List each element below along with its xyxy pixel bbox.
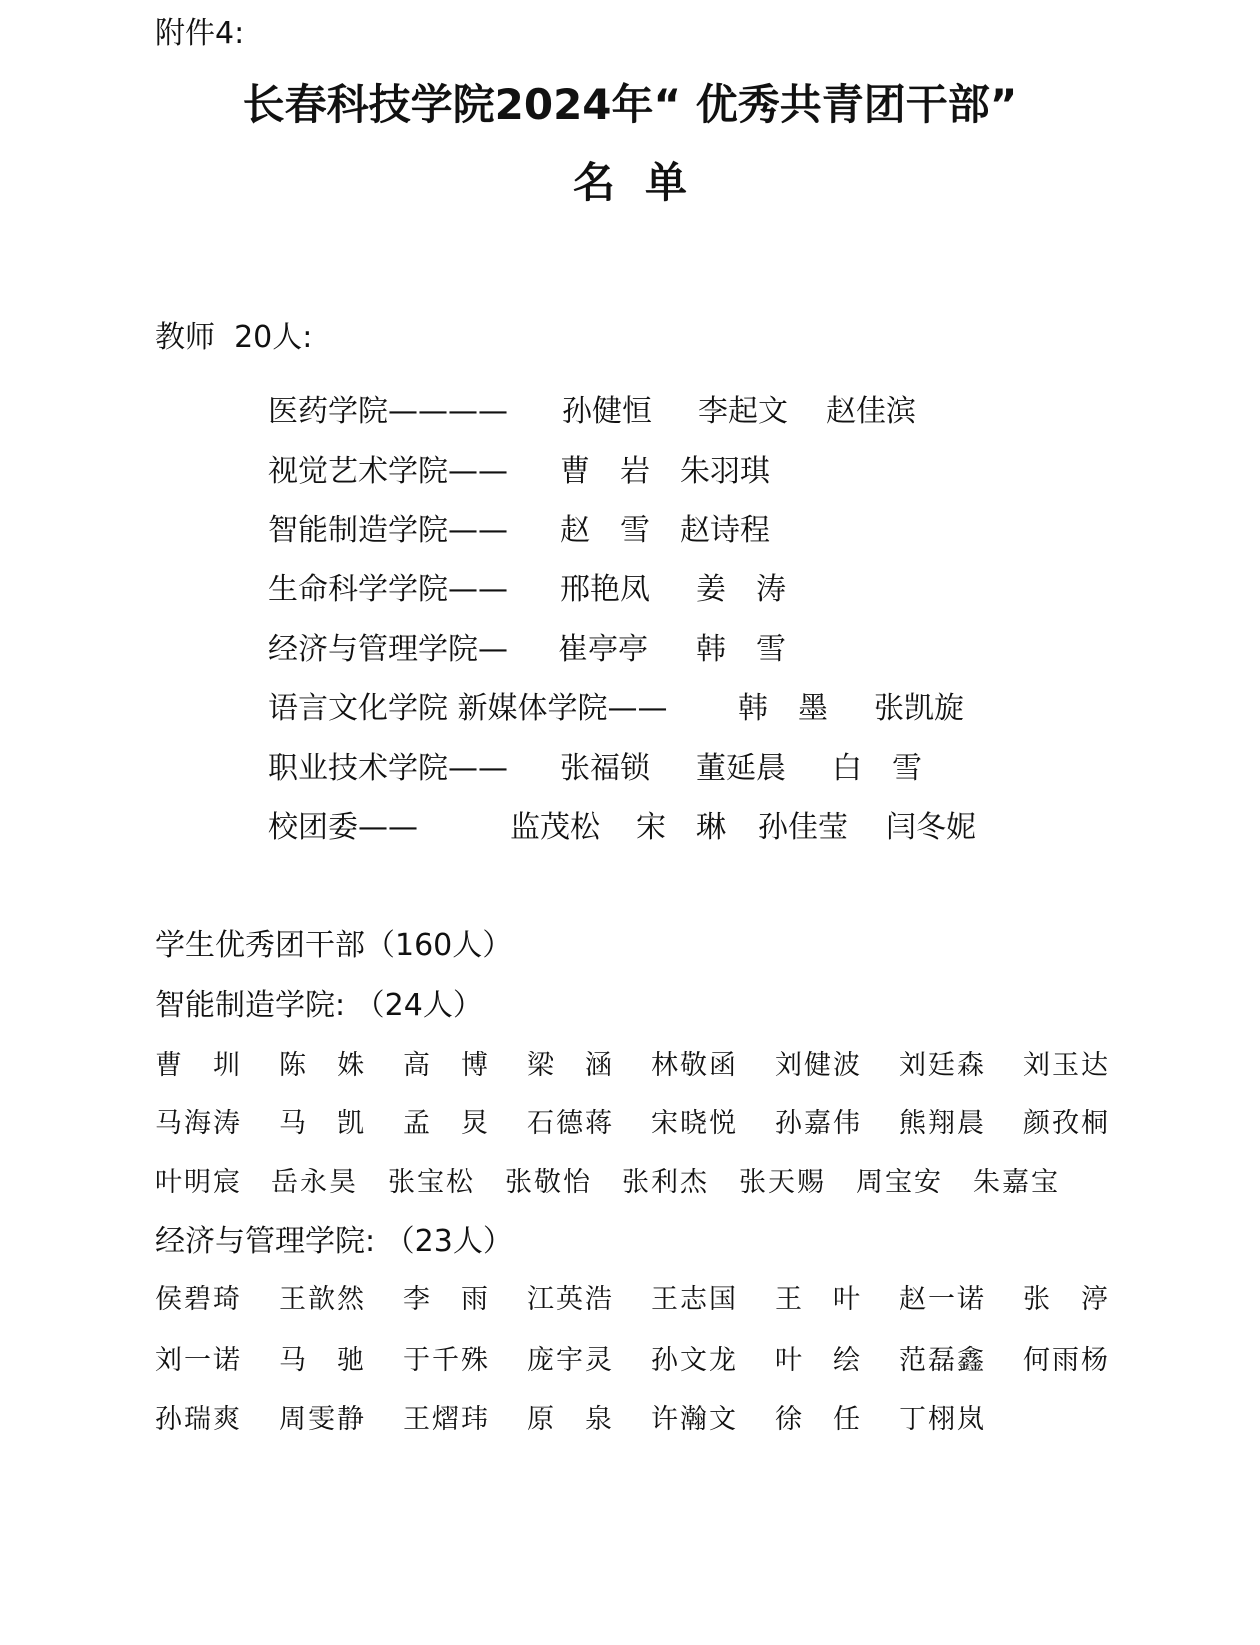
group-heading: 智能制造学院: （24人） <box>155 988 483 1023</box>
student-name: 岳永昊 <box>271 1167 358 1198</box>
teacher-row <box>268 802 976 845</box>
student-name: 王志国 <box>651 1284 738 1315</box>
student-name: 侯碧琦 <box>155 1284 242 1315</box>
teacher-name: 李起文 <box>698 394 788 429</box>
student-row <box>155 1160 1060 1198</box>
dept-label: 经济与管理学院— <box>268 632 508 667</box>
student-name: 孙嘉伟 <box>775 1108 862 1139</box>
group-heading: 经济与管理学院: （23人） <box>155 1224 513 1259</box>
student-name: 林敬函 <box>651 1050 738 1081</box>
teacher-row <box>268 386 916 429</box>
student-name: 石德蒋 <box>527 1108 614 1139</box>
student-name: 刘玉达 <box>1023 1050 1110 1081</box>
student-name: 王 叶 <box>775 1284 862 1315</box>
teacher-name: 赵 雪 <box>560 513 650 548</box>
student-name: 范磊鑫 <box>899 1345 986 1376</box>
attachment-label: 附件4: <box>155 16 245 51</box>
student-row <box>155 1043 1110 1081</box>
teacher-name: 赵佳滨 <box>826 394 916 429</box>
student-name: 张 渟 <box>1023 1284 1110 1315</box>
teacher-name: 孙健恒 <box>562 394 652 429</box>
student-name: 朱嘉宝 <box>973 1167 1060 1198</box>
student-name: 刘廷森 <box>899 1050 986 1081</box>
teacher-name: 张凯旋 <box>874 691 964 726</box>
student-name: 曹 圳 <box>155 1050 242 1081</box>
teacher-name: 韩 墨 <box>738 691 828 726</box>
student-name: 孙瑞爽 <box>155 1404 242 1435</box>
teacher-name: 赵诗程 <box>680 513 770 548</box>
teacher-name: 曹 岩 <box>560 454 650 489</box>
teacher-name: 白 雪 <box>832 751 922 786</box>
teacher-name: 张福锁 <box>560 751 650 786</box>
student-name: 孙文龙 <box>651 1345 738 1376</box>
teacher-row <box>268 505 770 548</box>
teacher-row <box>268 683 964 726</box>
student-name: 梁 涵 <box>527 1050 614 1081</box>
teacher-name: 韩 雪 <box>696 632 786 667</box>
student-row <box>155 1397 986 1435</box>
dept-label: 医药学院———— <box>268 394 508 429</box>
teacher-name: 孙佳莹 <box>758 810 848 845</box>
student-name: 叶 绘 <box>775 1345 862 1376</box>
student-name: 王歆然 <box>279 1284 366 1315</box>
dept-label: 视觉艺术学院—— <box>268 454 508 489</box>
teacher-row <box>268 564 786 607</box>
student-name: 李 雨 <box>403 1284 490 1315</box>
teacher-name: 监茂松 <box>510 810 600 845</box>
student-name: 许瀚文 <box>651 1404 738 1435</box>
student-name: 何雨杨 <box>1023 1345 1110 1376</box>
teacher-row <box>268 624 786 667</box>
student-name: 高 博 <box>403 1050 490 1081</box>
student-name: 张利杰 <box>622 1167 709 1198</box>
student-name: 叶明宸 <box>155 1167 242 1198</box>
document-subtitle: 名单 <box>572 158 717 207</box>
student-name: 原 泉 <box>527 1404 614 1435</box>
teacher-name: 朱羽琪 <box>680 454 770 489</box>
student-name: 徐 任 <box>775 1404 862 1435</box>
student-name: 赵一诺 <box>899 1284 986 1315</box>
teacher-row <box>268 743 922 786</box>
teacher-name: 宋 琳 <box>636 810 726 845</box>
dept-label: 职业技术学院—— <box>268 751 508 786</box>
student-name: 刘一诺 <box>155 1345 242 1376</box>
student-name: 周雯静 <box>279 1404 366 1435</box>
student-name: 于千殊 <box>403 1345 490 1376</box>
student-name: 庞宇灵 <box>527 1345 614 1376</box>
document-title: 长春科技学院2024年“ 优秀共青团干部” <box>242 80 1018 129</box>
teacher-name: 崔亭亭 <box>558 632 648 667</box>
student-row <box>155 1277 1110 1315</box>
student-name: 江英浩 <box>527 1284 614 1315</box>
dept-label: 校团委—— <box>268 810 418 845</box>
student-name: 陈 姝 <box>279 1050 366 1081</box>
dept-label: 生命科学学院—— <box>268 572 508 607</box>
dept-label: 语言文化学院 新媒体学院—— <box>268 691 668 726</box>
student-name: 张敬怡 <box>505 1167 592 1198</box>
student-name: 熊翔晨 <box>899 1108 986 1139</box>
student-row <box>155 1101 1110 1139</box>
student-name: 孟 炅 <box>403 1108 490 1139</box>
student-name: 张宝松 <box>388 1167 475 1198</box>
student-name: 刘健波 <box>775 1050 862 1081</box>
teacher-name: 姜 涛 <box>696 572 786 607</box>
student-name: 马海涛 <box>155 1108 242 1139</box>
student-name: 王熠玮 <box>403 1404 490 1435</box>
teacher-name: 闫冬妮 <box>886 810 976 845</box>
teacher-name: 董延晨 <box>696 751 786 786</box>
student-name: 宋晓悦 <box>651 1108 738 1139</box>
dept-label: 智能制造学院—— <box>268 513 508 548</box>
teacher-name: 邢艳凤 <box>560 572 650 607</box>
student-name: 马 驰 <box>279 1345 366 1376</box>
student-name: 颜孜桐 <box>1023 1108 1110 1139</box>
student-name: 张天赐 <box>739 1167 826 1198</box>
teacher-section-heading: 教师 20人: <box>155 320 313 355</box>
teacher-row <box>268 446 770 489</box>
student-name: 周宝安 <box>856 1167 943 1198</box>
student-name: 马 凯 <box>279 1108 366 1139</box>
student-row <box>155 1338 1110 1376</box>
student-section-heading: 学生优秀团干部（160人） <box>155 928 513 963</box>
student-name: 丁栩岚 <box>899 1404 986 1435</box>
